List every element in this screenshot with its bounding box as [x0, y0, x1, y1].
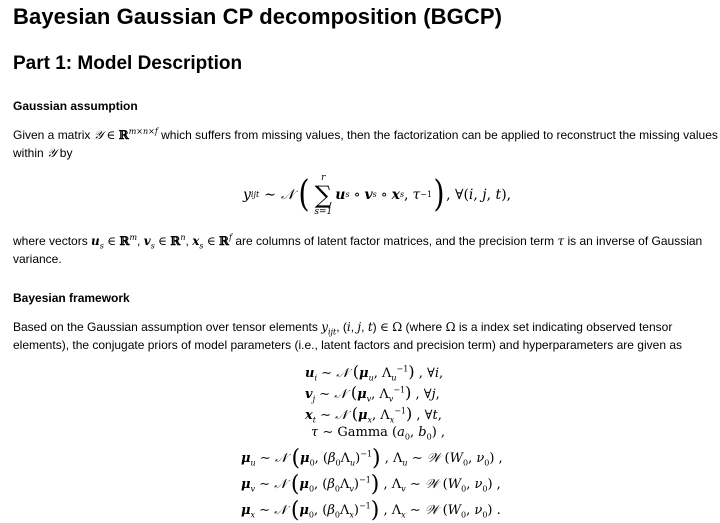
equation-prior-tau: τ ∼ Gamma ($a_0$, $b_0$) , — [311, 425, 446, 442]
equation-prior-x: $x_t$ ∼ 𝒩 ($\mu_x$, $\Lambda_x^{-1}$) , ∀t, — [305, 404, 442, 425]
equation-likelihood: y ijt ∼ 𝒩 ( r ∑ s=1 u s ∘ v s ∘ x s , τ −1 ) , ∀(i, j, t), — [243, 173, 512, 217]
subheading-gaussian-assumption: Gaussian assumption — [13, 99, 138, 113]
equation-hyper-x: $\mu_x$ ∼ 𝒩 ($\mu_0$, $(\beta_0\Lambda_x)^{-1}$) , $\Lambda_x$ ∼ 𝒲 ($W_0$, $\nu_0$) . — [241, 498, 501, 523]
equation-prior-v: $v_j$ ∼ 𝒩 ($\mu_v$, $\Lambda_v^{-1}$) , ∀j, — [305, 383, 440, 404]
paragraph-latent-factors: where vectors $u_s$ ∈ ℝ$^m$, $v_s$ ∈ ℝ$^n$, $x_s$ ∈ ℝ$^f$ are columns of latent factor matrices, and the precision term τ is an inverse of Gaussian variance. — [13, 233, 703, 266]
subheading-bayesian-framework: Bayesian framework — [13, 291, 130, 305]
paragraph-gaussian-intro: Given a matrix 𝒴 ∈ ℝ$^{m\times n\times f}$ which suffers from missing values, then the factorization can be applied to reconstruct the missing values within 𝒴 by — [13, 127, 718, 160]
equation-hyper-u: $\mu_u$ ∼ 𝒩 ($\mu_0$, $(\beta_0\Lambda_u)^{-1}$) , $\Lambda_u$ ∼ 𝒲 ($W_0$, $\nu_0$) , — [241, 446, 503, 471]
section-heading-part1: Part 1: Model Description — [13, 53, 243, 74]
page-title: Bayesian Gaussian CP decomposition (BGCP) — [13, 4, 503, 29]
paragraph-bayesian-intro: Based on the Gaussian assumption over tensor elements $y_{ijt}$, (i, j, t) ∈ Ω (where Ω is a index set indicating observed tensor elements), the conjugate priors of model parameters (i.e., latent factors and precision term) and hyperparameters are given as — [13, 320, 682, 352]
equation-hyper-v: $\mu_v$ ∼ 𝒩 ($\mu_0$, $(\beta_0\Lambda_v)^{-1}$) , $\Lambda_v$ ∼ 𝒲 ($W_0$, $\nu_0$) , — [241, 472, 501, 497]
equation-prior-u: $u_i$ ∼ 𝒩 ($\mu_u$, $\Lambda_u^{-1}$) , ∀i, — [305, 362, 444, 383]
